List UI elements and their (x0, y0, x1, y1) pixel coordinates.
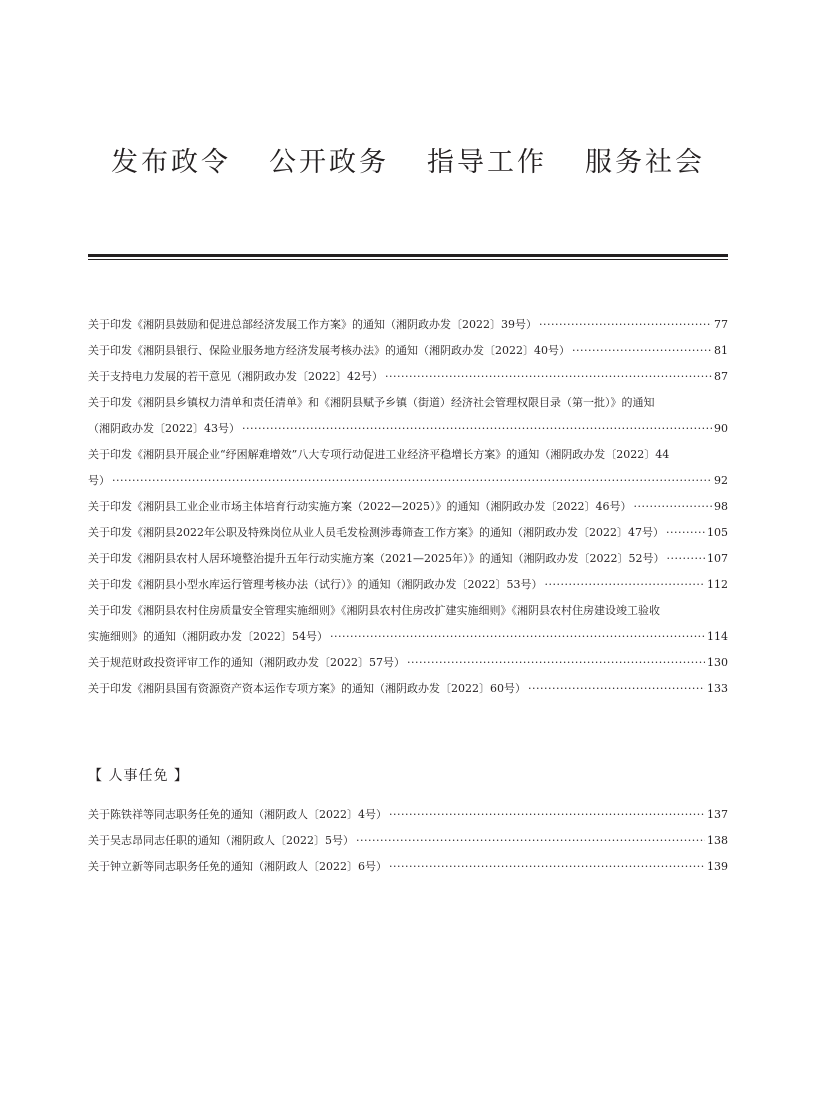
toc-entry[interactable] (88, 598, 728, 650)
toc-entry-title: 实施细则》的通知（湘阴政办发〔2022〕54号） (88, 630, 328, 643)
toc-entry[interactable] (88, 390, 728, 442)
toc-line (88, 442, 728, 468)
toc-entry[interactable] (88, 650, 728, 676)
toc-page-number: 81 (714, 344, 728, 357)
toc-entry[interactable] (88, 338, 728, 364)
toc-line (88, 364, 728, 390)
toc-entry[interactable] (88, 494, 728, 520)
toc-entry-title: 关于印发《湘阴县国有资源资产资本运作专项方案》的通知（湘阴政办发〔2022〕60号） (88, 682, 526, 695)
toc-entry[interactable] (88, 364, 728, 390)
toc-line (88, 390, 728, 416)
toc-page-number: 90 (714, 422, 728, 435)
toc-entry[interactable] (88, 546, 728, 572)
slogan-1: 发布政令 (111, 147, 231, 178)
dot-leader (666, 520, 705, 546)
dot-leader (572, 338, 712, 364)
toc-entry-title: 关于吴志昂同志任职的通知（湘阴政人〔2022〕5号） (88, 834, 354, 847)
toc-entry-title: 关于陈铁祥等同志职务任免的通知（湘阴政人〔2022〕4号） (88, 808, 387, 821)
toc-page-number: 130 (707, 656, 728, 669)
toc-page-number: 139 (707, 860, 728, 873)
toc-page-number: 92 (714, 474, 728, 487)
toc-line (88, 624, 728, 650)
dot-leader (407, 650, 705, 676)
toc-line (88, 650, 728, 676)
toc-line (88, 854, 728, 880)
toc-entry-title: （湘阴政办发〔2022〕43号） (88, 422, 240, 435)
toc-entry[interactable] (88, 802, 728, 828)
divider-thin (88, 259, 728, 260)
toc-entry[interactable] (88, 572, 728, 598)
dot-leader (539, 312, 712, 338)
toc-entry[interactable] (88, 520, 728, 546)
toc-line (88, 416, 728, 442)
toc-entry-title: 号） (88, 474, 110, 487)
slogan-3: 指导工作 (427, 147, 547, 178)
toc-entry-title: 关于印发《湘阴县开展企业“纾困解难增效”八大专项行动促进工业经济平稳增长方案》的通知（湘阴政办发〔2022〕44 (88, 448, 670, 461)
toc-entry[interactable] (88, 828, 728, 854)
toc-entry-title: 关于印发《湘阴县银行、保险业服务地方经济发展考核办法》的通知（湘阴政办发〔2022〕40号） (88, 344, 570, 357)
toc-entry-title: 关于印发《湘阴县2022年公职及特殊岗位从业人员毛发检测涉毒筛查工作方案》的通知（湘阴政办发〔2022〕47号） (88, 526, 664, 539)
dot-leader (356, 828, 705, 854)
dot-leader (389, 802, 705, 828)
header-divider (88, 254, 728, 260)
toc-page-number: 112 (707, 578, 728, 591)
toc-page-number: 133 (707, 682, 728, 695)
toc-entry-title: 关于印发《湘阴县农村人居环境整治提升五年行动实施方案（2021—2025年）》的通知（湘阴政办发〔2022〕52号） (88, 552, 665, 565)
toc-main-list (88, 312, 728, 702)
toc-page-number: 98 (714, 500, 728, 513)
dot-leader (666, 546, 705, 572)
toc-line (88, 676, 728, 702)
toc-entry-title: 关于钟立新等同志职务任免的通知（湘阴政人〔2022〕6号） (88, 860, 387, 873)
toc-page-number: 87 (714, 370, 728, 383)
section-heading-personnel: 【 人事任免 】 (88, 768, 189, 784)
toc-page-number: 77 (714, 318, 728, 331)
dot-leader (633, 494, 712, 520)
toc-personnel-list (88, 802, 728, 880)
toc-entry-title: 关于印发《湘阴县工业企业市场主体培育行动实施方案（2022—2025）》的通知（湘阴政办发〔2022〕46号） (88, 500, 632, 513)
dot-leader (545, 572, 706, 598)
slogan-4: 服务社会 (585, 147, 705, 178)
toc-line (88, 338, 728, 364)
toc-line (88, 468, 728, 494)
toc-line (88, 828, 728, 854)
dot-leader (112, 468, 712, 494)
dot-leader (385, 364, 712, 390)
toc-entry[interactable] (88, 676, 728, 702)
toc-line (88, 494, 728, 520)
toc-entry-title: 关于印发《湘阴县乡镇权力清单和责任清单》和《湘阴县赋予乡镇（街道）经济社会管理权限目录（第一批）》的通知 (88, 396, 655, 409)
toc-page-number: 105 (707, 526, 728, 539)
slogan-2: 公开政务 (269, 147, 389, 178)
toc-line (88, 312, 728, 338)
toc-page-number: 114 (707, 630, 728, 643)
toc-page-number: 138 (707, 834, 728, 847)
dot-leader (242, 416, 712, 442)
toc-entry-title: 关于印发《湘阴县鼓励和促进总部经济发展工作方案》的通知（湘阴政办发〔2022〕39号） (88, 318, 537, 331)
toc-entry-title: 关于印发《湘阴县农村住房质量安全管理实施细则》《湘阴县农村住房改扩建实施细则》《湘阴县农村住房建设竣工验收 (88, 604, 660, 617)
toc-page-number: 137 (707, 808, 728, 821)
toc-line (88, 572, 728, 598)
toc-entry-title: 关于规范财政投资评审工作的通知（湘阴政办发〔2022〕57号） (88, 656, 405, 669)
toc-line (88, 520, 728, 546)
toc-page-number: 107 (707, 552, 728, 565)
dot-leader (330, 624, 705, 650)
dot-leader (389, 854, 705, 880)
toc-entry[interactable] (88, 312, 728, 338)
toc-entry[interactable] (88, 442, 728, 494)
slogan-banner (0, 140, 816, 179)
toc-line (88, 598, 728, 624)
toc-entry[interactable] (88, 854, 728, 880)
dot-leader (528, 676, 705, 702)
toc-line (88, 546, 728, 572)
toc-entry-title: 关于印发《湘阴县小型水库运行管理考核办法（试行）》的通知（湘阴政办发〔2022〕53号） (88, 578, 543, 591)
toc-entry-title: 关于支持电力发展的若干意见（湘阴政办发〔2022〕42号） (88, 370, 383, 383)
toc-line (88, 802, 728, 828)
